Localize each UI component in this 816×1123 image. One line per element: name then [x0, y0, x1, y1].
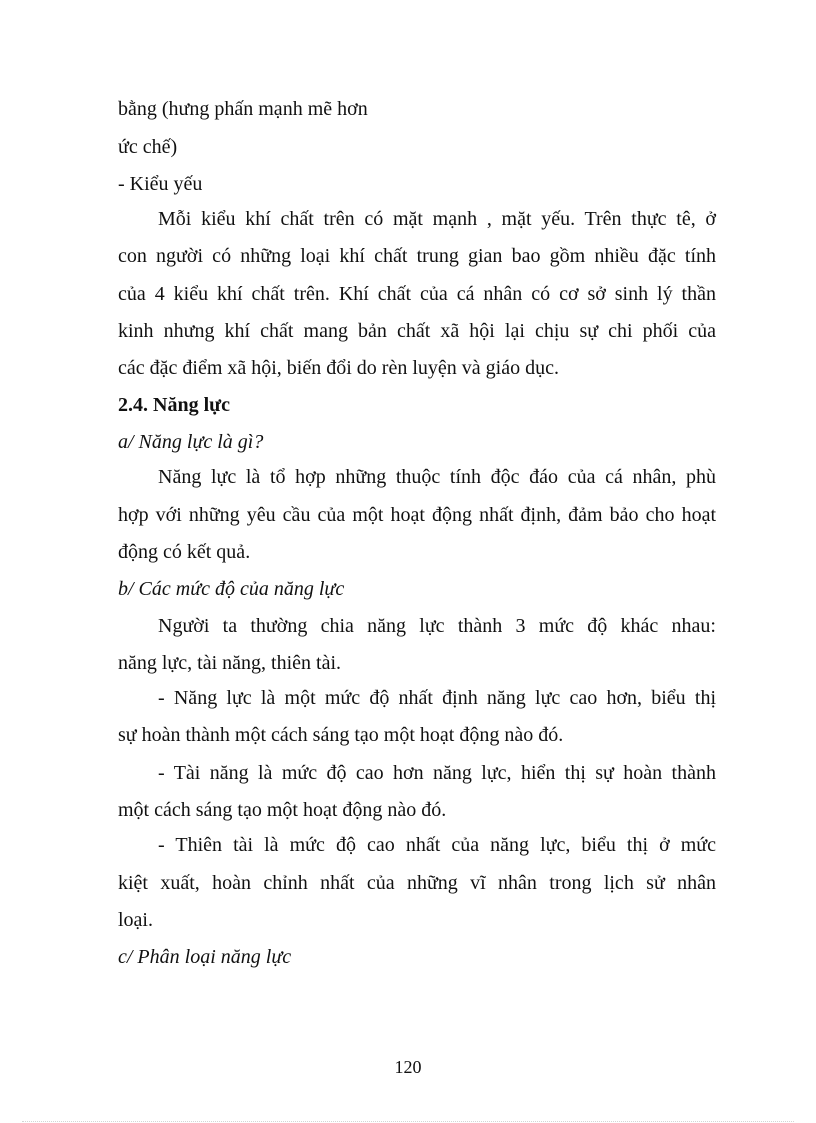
list-item-continuation: một cách sáng tạo một hoạt động nào đó. [118, 799, 447, 821]
list-item-continuation: sự hoàn thành một cách sáng tạo một hoạt động nào đó. [118, 724, 564, 746]
paragraph-line: các đặc điểm xã hội, biến đổi do rèn luyện và giáo dục. [118, 357, 559, 379]
paragraph-line: năng lực, tài năng, thiên tài. [118, 652, 341, 674]
subsection-heading: b/ Các mức độ của năng lực [118, 578, 345, 600]
paragraph-line: Người ta thường chia năng lực thành 3 mức độ khác nhau: [158, 615, 716, 637]
list-item: - Kiểu yếu [118, 173, 203, 195]
paragraph-line: động có kết quả. [118, 541, 251, 563]
footer-divider [22, 1121, 794, 1122]
subsection-heading: c/ Phân loại năng lực [118, 946, 292, 968]
list-item-continuation: loại. [118, 909, 153, 931]
paragraph-line: con người có những loại khí chất trung gian bao gồm nhiều đặc tính [118, 245, 716, 267]
paragraph-line: Năng lực là tổ hợp những thuộc tính độc đáo của cá nhân, phù [158, 466, 716, 488]
paragraph-line: kinh nhưng khí chất mang bản chất xã hội lại chịu sự chi phối của [118, 320, 716, 342]
list-item: - Năng lực là một mức độ nhất định năng lực cao hơn, biểu thị [158, 687, 716, 709]
list-item: - Tài năng là mức độ cao hơn năng lực, hiển thị sự hoàn thành [158, 762, 716, 784]
paragraph-line: của 4 kiểu khí chất trên. Khí chất của cá nhân có cơ sở sinh lý thần [118, 283, 716, 305]
text-line: ức chế) [118, 136, 178, 158]
text-line: bằng (hưng phấn mạnh mẽ hơn [118, 98, 368, 120]
section-heading: 2.4. Năng lực [118, 394, 231, 416]
list-item-continuation: kiệt xuất, hoàn chỉnh nhất của những vĩ nhân trong lịch sử nhân [118, 872, 716, 894]
list-item: - Thiên tài là mức độ cao nhất của năng lực, biểu thị ở mức [158, 834, 716, 856]
paragraph-line: hợp với những yêu cầu của một hoạt động nhất định, đảm bảo cho hoạt [118, 504, 716, 526]
paragraph-line: Mỗi kiểu khí chất trên có mặt mạnh , mặt yếu. Trên thực tê, ở [158, 208, 716, 230]
subsection-heading: a/ Năng lực là gì? [118, 431, 264, 453]
page-number: 120 [394, 1057, 422, 1077]
